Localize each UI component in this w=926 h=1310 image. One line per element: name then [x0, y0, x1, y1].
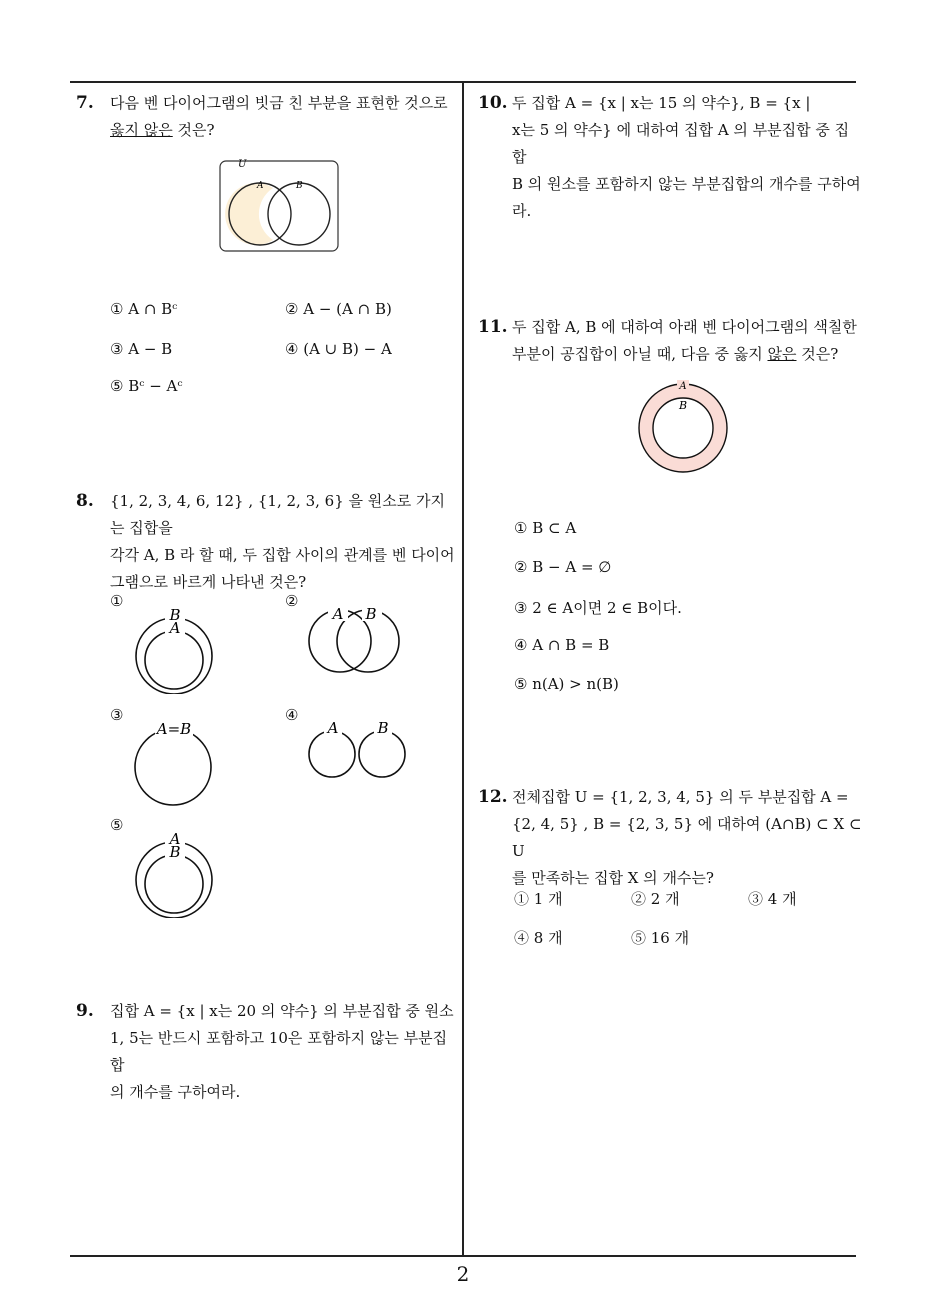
q8-option-1-mark[interactable]: ① — [110, 592, 124, 610]
question-number: 7. — [76, 93, 94, 113]
question-number: 12. — [478, 787, 508, 807]
q11-choice-3[interactable]: ③ 2 ∈ A이면 2 ∈ B이다. — [514, 599, 682, 617]
question-text: 두 집합 A, B 에 대하여 아래 벤 다이어그램의 색칠한 부분이 공집합이 아닐 때, 다음 중 옳지 않은 것은? — [512, 318, 857, 363]
shaded-region — [225, 183, 273, 245]
question-11 — [478, 314, 862, 368]
q8-option-5-mark[interactable]: ⑤ — [110, 816, 124, 834]
page-number: 2 — [456, 1262, 470, 1286]
q11-choice-1[interactable]: ① B ⊂ A — [514, 519, 577, 537]
question-number: 9. — [76, 1001, 94, 1021]
q11-venn-diagram — [634, 378, 734, 476]
question-12 — [478, 784, 862, 892]
q7-choice-2[interactable]: ② A − (A ∩ B) — [285, 300, 392, 318]
question-number: 11. — [478, 317, 508, 337]
q8-diagram-1[interactable] — [130, 602, 220, 694]
underlined-text: 않은 — [767, 345, 797, 363]
label-b: B — [678, 399, 688, 412]
q12-choice-1[interactable]: ① 1 개 — [514, 890, 563, 908]
q8-option-3-mark[interactable]: ③ — [110, 706, 124, 724]
bottom-rule — [70, 1255, 856, 1257]
question-8 — [76, 488, 458, 596]
circle-a — [309, 731, 355, 777]
question-number: 10. — [478, 93, 508, 113]
label-a-equals-b: A=B — [156, 720, 192, 738]
label-u: U — [238, 159, 247, 170]
q7-venn-diagram — [218, 158, 342, 254]
q11-choice-2[interactable]: ② B − A = ∅ — [514, 558, 612, 576]
q11-choice-5[interactable]: ⑤ n(A) > n(B) — [514, 675, 619, 693]
label-inner: B — [169, 843, 181, 861]
question-7 — [76, 90, 458, 144]
q12-choice-4[interactable]: ④ 8 개 — [514, 929, 563, 947]
q8-option-2-mark[interactable]: ② — [285, 592, 299, 610]
q8-diagram-2[interactable] — [304, 602, 404, 676]
q7-choice-5[interactable]: ⑤ Bᶜ − Aᶜ — [110, 377, 183, 395]
q7-choice-1[interactable]: ① A ∩ Bᶜ — [110, 300, 178, 318]
label-a: A — [332, 605, 344, 623]
q7-choice-4[interactable]: ④ (A ∪ B) − A — [285, 340, 392, 358]
q8-diagram-3[interactable] — [128, 716, 220, 808]
question-9 — [76, 998, 458, 1106]
label-b: B — [377, 719, 389, 737]
question-text: 두 집합 A = {x | x는 15 의 약수}, B = {x | x는 5 의 약수} 에 대하여 집합 A 의 부분집합 중 집합 B 의 원소를 포함하지 않는 부분집합의 개수를 구하여 라. — [512, 94, 861, 220]
circle-a-equals-b — [135, 729, 211, 805]
question-text: 집합 A = {x | x는 20 의 약수} 의 부분집합 중 원소 1, 5는 반드시 포함하고 10은 포함하지 않는 부분집합 의 개수를 구하여라. — [110, 1002, 454, 1101]
label-b: B — [296, 181, 303, 191]
q12-choice-2[interactable]: ② 2 개 — [631, 890, 680, 908]
label-inner: A — [169, 619, 181, 637]
underlined-text: 옳지 않은 — [110, 121, 173, 139]
q8-diagram-4[interactable] — [304, 716, 410, 782]
column-divider — [462, 82, 464, 1257]
q8-diagram-5[interactable] — [130, 826, 220, 918]
label-a: A — [327, 719, 339, 737]
q8-option-4-mark[interactable]: ④ — [285, 706, 299, 724]
label-a: A — [257, 181, 264, 191]
label-a: A — [679, 381, 687, 392]
circle-b — [359, 731, 405, 777]
q7-choice-3[interactable]: ③ A − B — [110, 340, 173, 358]
question-text: {1, 2, 3, 4, 6, 12} , {1, 2, 3, 6} 을 원소로 가지는 집합을 각각 A, B 라 할 때, 두 집합 사이의 관계를 벤 다이어 그램으로 바르게 나타낸 것은? — [110, 492, 455, 591]
question-number: 8. — [76, 491, 94, 511]
circle-b — [268, 183, 330, 245]
question-text: 전체집합 U = {1, 2, 3, 4, 5} 의 두 부분집합 A = {2, 4, 5} , B = {2, 3, 5} 에 대하여 (A∩B) ⊂ X ⊂ U 를 만족하는 집합 X 의 개수는? — [512, 788, 862, 887]
q12-choice-3[interactable]: ③ 4 개 — [748, 890, 797, 908]
question-10 — [478, 90, 862, 225]
label-outer: B — [169, 606, 181, 624]
q12-choice-5[interactable]: ⑤ 16 개 — [631, 929, 690, 947]
q11-choice-4[interactable]: ④ A ∩ B = B — [514, 636, 610, 654]
label-b: B — [365, 605, 377, 623]
question-text: 다음 벤 다이어그램의 빗금 친 부분을 표현한 것으로 옳지 않은 것은? — [110, 94, 448, 139]
label-outer: A — [169, 830, 181, 848]
